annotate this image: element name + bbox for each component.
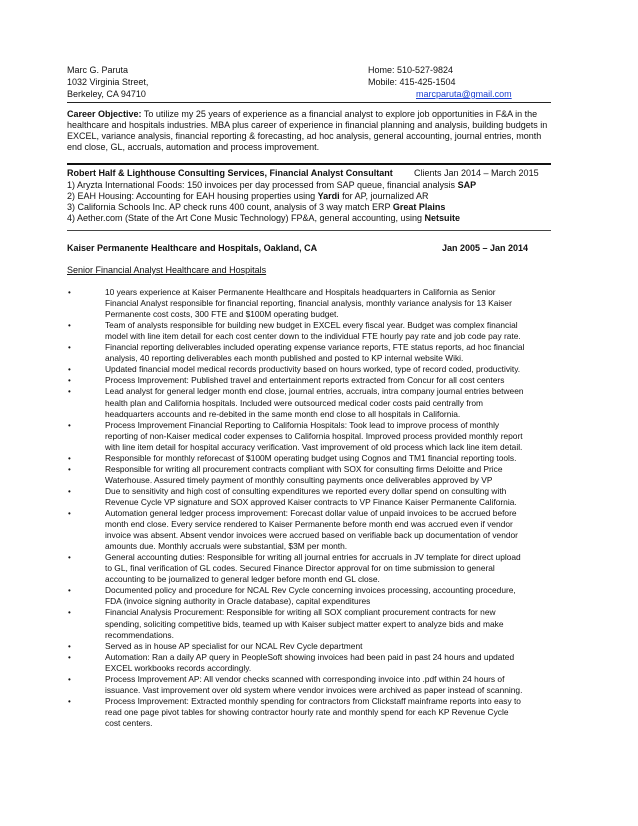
client-3-tool: Great Plains: [392, 202, 446, 212]
bullet-text-line: Financial Analysis Procurement: Responsible for writing all SOX compliant procurement contracts for new: [105, 607, 496, 618]
email-link[interactable]: marcparuta@gmail.com: [416, 89, 512, 99]
bullet-text-line: headquarters accounts and re-debited in the same month end close to all hospitals in California.: [105, 408, 461, 419]
bullet-text-line: Lead analyst for general ledger month end close, journal entries, accruals, intra company journal entries between: [105, 386, 524, 397]
bullet-text-line: Documented policy and procedure for NCAL Rev Cycle concerning invoices processing, accounting procedure,: [105, 585, 516, 596]
bullet-glyph: •: [68, 387, 71, 397]
bullet-text-line: Process Improvement: Extracted monthly spending for contractors from Clickstaff mainframe reports into easy to: [105, 695, 521, 706]
bullet-text-line: spending, soliciting competitive bids, teamed up with Kaiser subject matter expert to analyze bids and make: [105, 618, 504, 629]
dashed-divider: [67, 230, 551, 231]
bullet-text-line: Due to sensitivity and high cost of consulting expenditures we reported every dollar spend on consulting with: [105, 485, 507, 496]
bullet-text-line: Permanente cost costs, 300 FTE and $100M operating budget.: [105, 309, 339, 320]
client-line-2: [67, 191, 429, 202]
bullet-text-line: Process Improvement AP: All vendor checks scanned with corresponding invoice into .pdf within 24 hours of: [105, 673, 505, 684]
bullet-text-line: health plan and California hospitals. Included were outsourced medical coder costs paid centrally from: [105, 397, 484, 408]
job1-title: Robert Half & Lighthouse Consulting Services, Financial Analyst Consultant: [67, 168, 393, 178]
client-2-text-end: for AP, journalized AR: [339, 191, 429, 201]
bullet-glyph: •: [68, 674, 71, 684]
client-4-text: 4) Aether.com (State of the Art Cone Music Technology) FP&A, general accounting, using: [67, 213, 425, 223]
bullet-text-line: Responsible for writing all procurement contracts compliant with SOX for consulting firms Deloitte and Price: [105, 463, 503, 474]
bullet-text-line: cost centers.: [105, 717, 153, 728]
bullet-text-line: Automation general ledger process improvement: Forecast dollar value of unpaid invoices to be accrued before: [105, 508, 517, 518]
bullet-text-line: Process Improvement Financial Reporting to California Hospitals: Took lead to improve process of monthly: [105, 419, 500, 430]
bullet-glyph: •: [68, 453, 71, 463]
home-phone: Home: 510-527-9824: [368, 65, 454, 75]
header-divider: [67, 102, 551, 103]
bullet-text-line: Waterhouse. Assured timely payment of monthly consulting payments once deliverables approved by VP: [105, 474, 493, 485]
job2-employer: Kaiser Permanente Healthcare and Hospitals, Oakland, CA: [67, 243, 318, 253]
bullet-text-line: 10 years experience at Kaiser Permanente Healthcare and Hospitals headquarters in California as Senior: [105, 287, 496, 297]
mobile-phone: Mobile: 415-425-1504: [368, 77, 456, 87]
job2-dates: Jan 2005 – Jan 2014: [442, 243, 529, 253]
bullet-text-line: read one page pivot tables for showing contractor hourly rate and monthly spend for each KP Revenue Cycle: [105, 706, 509, 717]
job1-dates: Clients Jan 2014 – March 2015: [414, 168, 539, 178]
bullet-text-line: amounts due. Monthly accruals were substantial, $3M per month.: [105, 541, 348, 552]
bullet-glyph: •: [68, 608, 71, 618]
bullet-glyph: •: [68, 641, 71, 651]
bullet-text-line: Updated financial model medical records productivity based on hours worked, type of record coded, productivity.: [105, 364, 521, 375]
bullet-text-line: Team of analysts responsible for building new budget in EXCEL every fiscal year. Budget was complex financial: [105, 320, 518, 331]
bullet-text-line: analysis, 40 reporting deliverables each month published and posted to KP internal website Wiki.: [105, 353, 464, 364]
bullet-glyph: •: [68, 509, 71, 518]
bullet-text-line: accounting to be journalized to general ledger before month end GL close.: [105, 574, 380, 585]
bullet-text-line: Responsible for monthly reforecast of $100M operating budget using Cognos and TM1 financial reporting tools.: [105, 452, 517, 463]
bullet-text-line: Financial reporting deliverables included operating expense variance reports, FTE status reports, ad hoc financial: [105, 342, 525, 353]
bullet-text-line: with line item detail for hospital accuracy verification. Vast improvement of old process which lack line item detail.: [105, 441, 523, 452]
bullet-glyph: •: [68, 365, 71, 375]
client-2-text: 2) EAH Housing: Accounting for EAH housing properties using: [67, 191, 318, 201]
job2-position: Senior Financial Analyst Healthcare and Hospitals: [67, 265, 267, 275]
bullet-text-line: model with line item detail for each cost center down to the individual FTE hourly pay rate and job code pay rate.: [105, 331, 521, 342]
bullet-text-line: reporting of non-Kaiser medical coder expenses to California hospital. Improved process provided monthly report: [105, 430, 523, 441]
career-objective-line-2: healthcare and hospitals industries. MBA plus career of experience in financial planning and analysis, building budgets in: [67, 120, 548, 130]
client-line-4: [67, 213, 460, 224]
bullet-text-line: month end close. Every service rendered to Kaiser Permanente before month end was accrued even if vendor: [105, 519, 513, 530]
candidate-name: Marc G. Paruta: [67, 65, 129, 75]
bullet-text-line: EXCEL workbooks records accordingly.: [105, 662, 252, 673]
career-objective-text-1: To utilize my 25 years of experience as a financial analyst to explore job opportunities in F&A in the: [141, 109, 538, 119]
section-divider: [67, 163, 551, 165]
bullet-text-line: General accounting duties: Responsible for writing all journal entries for accruals in JV template for direct upload: [105, 552, 521, 563]
bullet-text-line: Automation: Ran a daily AP query in PeopleSoft showing invoices had been paid in past 24 hours and updated: [105, 651, 515, 662]
bullet-glyph: •: [68, 288, 71, 297]
bullet-text-line: Served as in house AP specialist for our NCAL Rev Cycle department: [105, 640, 363, 651]
bullet-text-line: recommendations.: [105, 629, 174, 640]
client-3-text: 3) California Schools Inc. AP check runs 400 count, analysis of 3 way match ERP: [67, 202, 393, 212]
bullet-glyph: •: [68, 343, 71, 353]
bullet-glyph: •: [68, 464, 71, 474]
client-2-tool: Yardi: [317, 191, 340, 201]
client-line-1: [67, 180, 476, 191]
career-objective-line-4: end close, GL, accruals, automation and process improvement.: [67, 142, 320, 152]
bullet-text-line: FDA (invoice signing authority in Oracle database), capital expenditures: [105, 596, 371, 607]
client-line-3: [67, 202, 445, 213]
bullet-text-line: Process Improvement: Published travel and entertainment reports extracted from Concur for all cost centers: [105, 375, 505, 386]
career-objective-label: Career Objective:: [67, 109, 142, 119]
bullet-glyph: •: [68, 420, 71, 430]
client-4-tool: Netsuite: [424, 213, 461, 223]
bullet-text-line: issuance. Vast improvement over old system where vendor invoices were archived as paper instead of scanning.: [105, 684, 523, 695]
bullet-text-line: to GL, final verification of GL codes. Secured Finance Director approval for on time submission to general: [105, 563, 495, 574]
bullet-text-line: Revenue Cycle VP signature and SOX approved Kaiser contracts to VP Finance Kaiser Permanente California.: [105, 496, 517, 507]
bullet-text-line: Financial Analyst responsible for financial reporting, financial analysis, monthly variance analysis for 13 Kaiser: [105, 298, 512, 309]
career-objective-line-1: [67, 109, 537, 120]
bullet-glyph: •: [68, 586, 71, 596]
bullet-text-line: invoice was absent. Absent vendor invoices were accrued based on verifiable back up documentation of vendor: [105, 530, 518, 541]
city-address: Berkeley, CA 94710: [67, 89, 146, 99]
career-objective-line-3: EXCEL, variance analysis, financial reporting & forecasting, ad hoc analysis, general accounting, journal entries, month: [67, 131, 542, 141]
bullet-glyph: •: [68, 553, 71, 563]
bullet-glyph: •: [68, 321, 71, 331]
bullet-glyph: •: [68, 652, 71, 662]
bullet-glyph: •: [68, 376, 71, 386]
client-1-text: 1) Aryzta International Foods: 150 invoices per day processed from SAP queue, financial analysis: [67, 180, 458, 190]
bullet-glyph: •: [68, 486, 71, 496]
street-address: 1032 Virginia Street,: [67, 77, 149, 87]
bullet-glyph: •: [68, 696, 71, 706]
client-1-tool: SAP: [457, 180, 477, 190]
